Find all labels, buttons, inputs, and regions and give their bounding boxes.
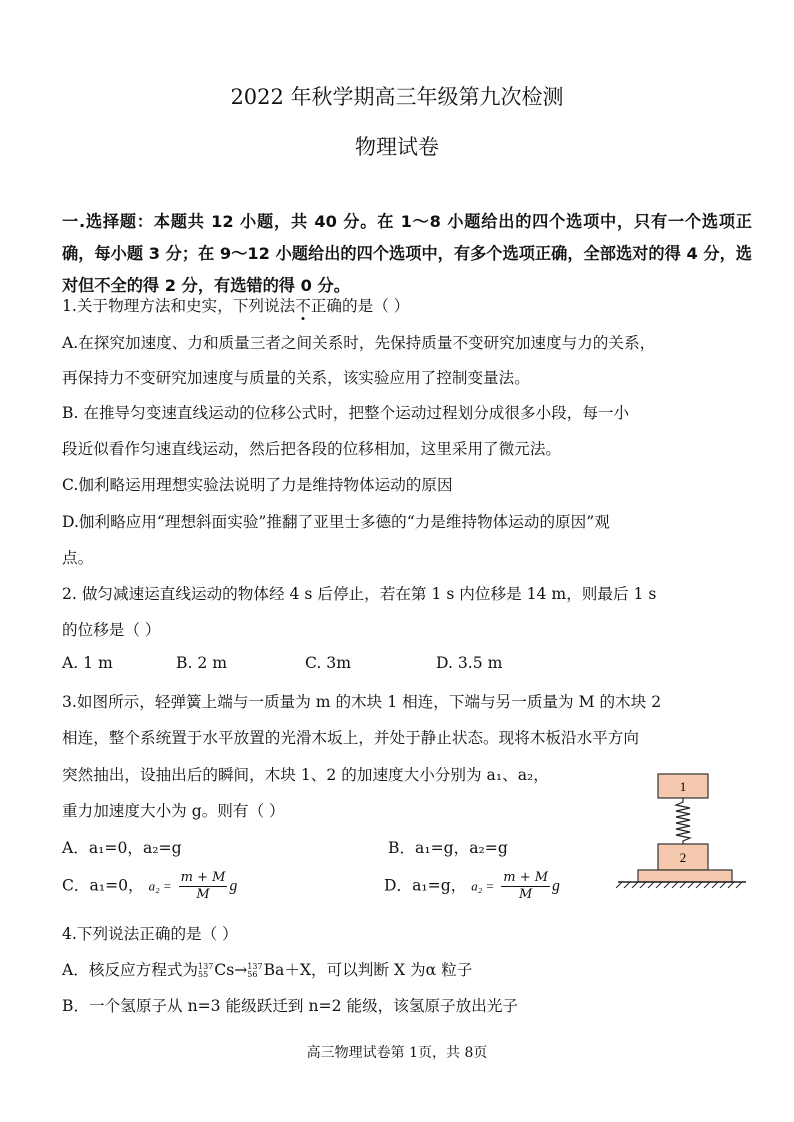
q1-stem-emphasis: 不	[295, 297, 311, 315]
spring	[676, 798, 690, 844]
section-heading: 一.选择题：本题共 12 小题，共 40 分。在 1～8 小题给出的四个选项中，只有一个选项正确，每小题 3 分；在 9～12 小题给出的四个选项中，有多个选项正确，全部选对的得 4 分，选对但不全的得 2 分，有选错的得 0 分。	[62, 212, 752, 295]
q3-stem-cont1: 相连，整个系统置于水平放置的光滑木坂上，并处于静止状态。现将木板沿水平方向	[62, 729, 639, 747]
q3-option-c-g: g	[229, 877, 238, 895]
q2-option-d: D. 3.5 m	[436, 654, 503, 672]
q1-option-b: B. 在推导匀变速直线运动的位移公式时，把整个运动过程划分成很多小段，每一小	[62, 404, 630, 422]
q1-stem-b: 正确的是（ ）	[310, 297, 410, 315]
q3-option-d-label: D．a₁=g，	[384, 876, 467, 895]
fraction-numerator: m + M	[180, 870, 226, 885]
q3-option-a: A．a₁=0，a₂=g	[62, 839, 182, 857]
spring-blocks-figure	[610, 770, 750, 890]
block-2-label: 2	[679, 850, 687, 865]
q2-stem-cont: 的位移是（ ）	[62, 621, 161, 639]
q4-option-a-pre: A．核反应方程式为	[62, 961, 199, 979]
q1-stem	[62, 294, 752, 316]
q1-option-b-cont: 段近似看作匀速直线运动，然后把各段的位移相加，这里采用了微元法。	[62, 440, 562, 458]
page-footer: 高三物理试卷第 1页，共 8页	[306, 1045, 488, 1061]
ba-atomic-number: 56	[247, 970, 258, 979]
q2-option-a: A. 1 m	[62, 654, 113, 672]
q4-stem: 4.下列说法正确的是（ ）	[62, 925, 238, 943]
q4-option-a	[62, 958, 752, 980]
q1-option-a: A.在探究加速度、力和质量三者之间关系时，先保持质量不变研究加速度与力的关系，	[62, 334, 656, 352]
cs-mass-number: 137	[198, 962, 214, 971]
exam-title: 2022 年秋学期高三年级第九次检测	[230, 85, 564, 109]
q3-option-d-fraction	[501, 870, 550, 903]
q3-stem: 3.如图所示，轻弹簧上端与一质量为 m 的木块 1 相连，下端与另一质量为 M 的木块 2	[62, 693, 662, 711]
board	[638, 870, 732, 882]
fraction-numerator: m + M	[503, 870, 549, 885]
q4-option-b: B．一个氢原子从 n=3 能级跃迁到 n=2 能级，该氢原子放出光子	[62, 997, 519, 1015]
q3-option-d	[384, 870, 560, 903]
fraction-denominator: M	[196, 887, 210, 902]
ba-isotope-numbers	[247, 963, 262, 979]
q3-option-d-g: g	[552, 877, 560, 895]
q3-stem-cont2: 突然抽出，设抽出后的瞬间，木块 1、2 的加速度大小分别为 a₁、a₂，	[62, 766, 549, 784]
q3-stem-cont3: 重力加速度大小为 g。则有（ ）	[62, 802, 285, 820]
fraction-denominator: M	[519, 887, 533, 902]
ba-mass-number: 137	[247, 962, 263, 971]
q3-option-c-lhs: a₂ =	[148, 878, 172, 894]
q1-option-d-cont: 点。	[62, 549, 94, 567]
q3-option-d-lhs: a₂ =	[471, 878, 495, 894]
q3-option-c-label: C．a₁=0，	[62, 876, 144, 895]
q2-option-b: B. 2 m	[176, 654, 228, 672]
q4-option-a-post: Ba＋X，可以判断 X 为α 粒子	[263, 961, 473, 979]
q1-option-a-cont: 再保持力不变研究加速度与质量的关系，该实验应用了控制变量法。	[62, 369, 530, 387]
q1-stem-a: 1.关于物理方法和史实，下列说法	[62, 297, 296, 315]
cs-atomic-number: 55	[198, 970, 209, 979]
q3-option-c	[62, 870, 237, 903]
exam-subtitle: 物理试卷	[355, 135, 439, 159]
q3-option-b: B．a₁=g，a₂=g	[388, 839, 508, 857]
q1-option-c: C.伽利略运用理想实验法说明了力是维持物体运动的原因	[62, 476, 453, 494]
q1-option-d: D.伽利略应用“理想斜面实验”推翻了亚里士多德的“力是维持物体运动的原因”观	[62, 513, 610, 531]
q2-stem: 2. 做匀减速运直线运动的物体经 4 s 后停止，若在第 1 s 内位移是 14 m，则最后 1 s	[62, 585, 657, 603]
cs-symbol: Cs→	[214, 961, 248, 979]
block-1-label: 1	[679, 779, 687, 794]
q2-option-c: C. 3m	[305, 654, 351, 672]
q3-option-c-fraction	[179, 870, 228, 903]
ground-hatch	[616, 882, 742, 888]
cs-isotope-numbers	[198, 963, 213, 979]
